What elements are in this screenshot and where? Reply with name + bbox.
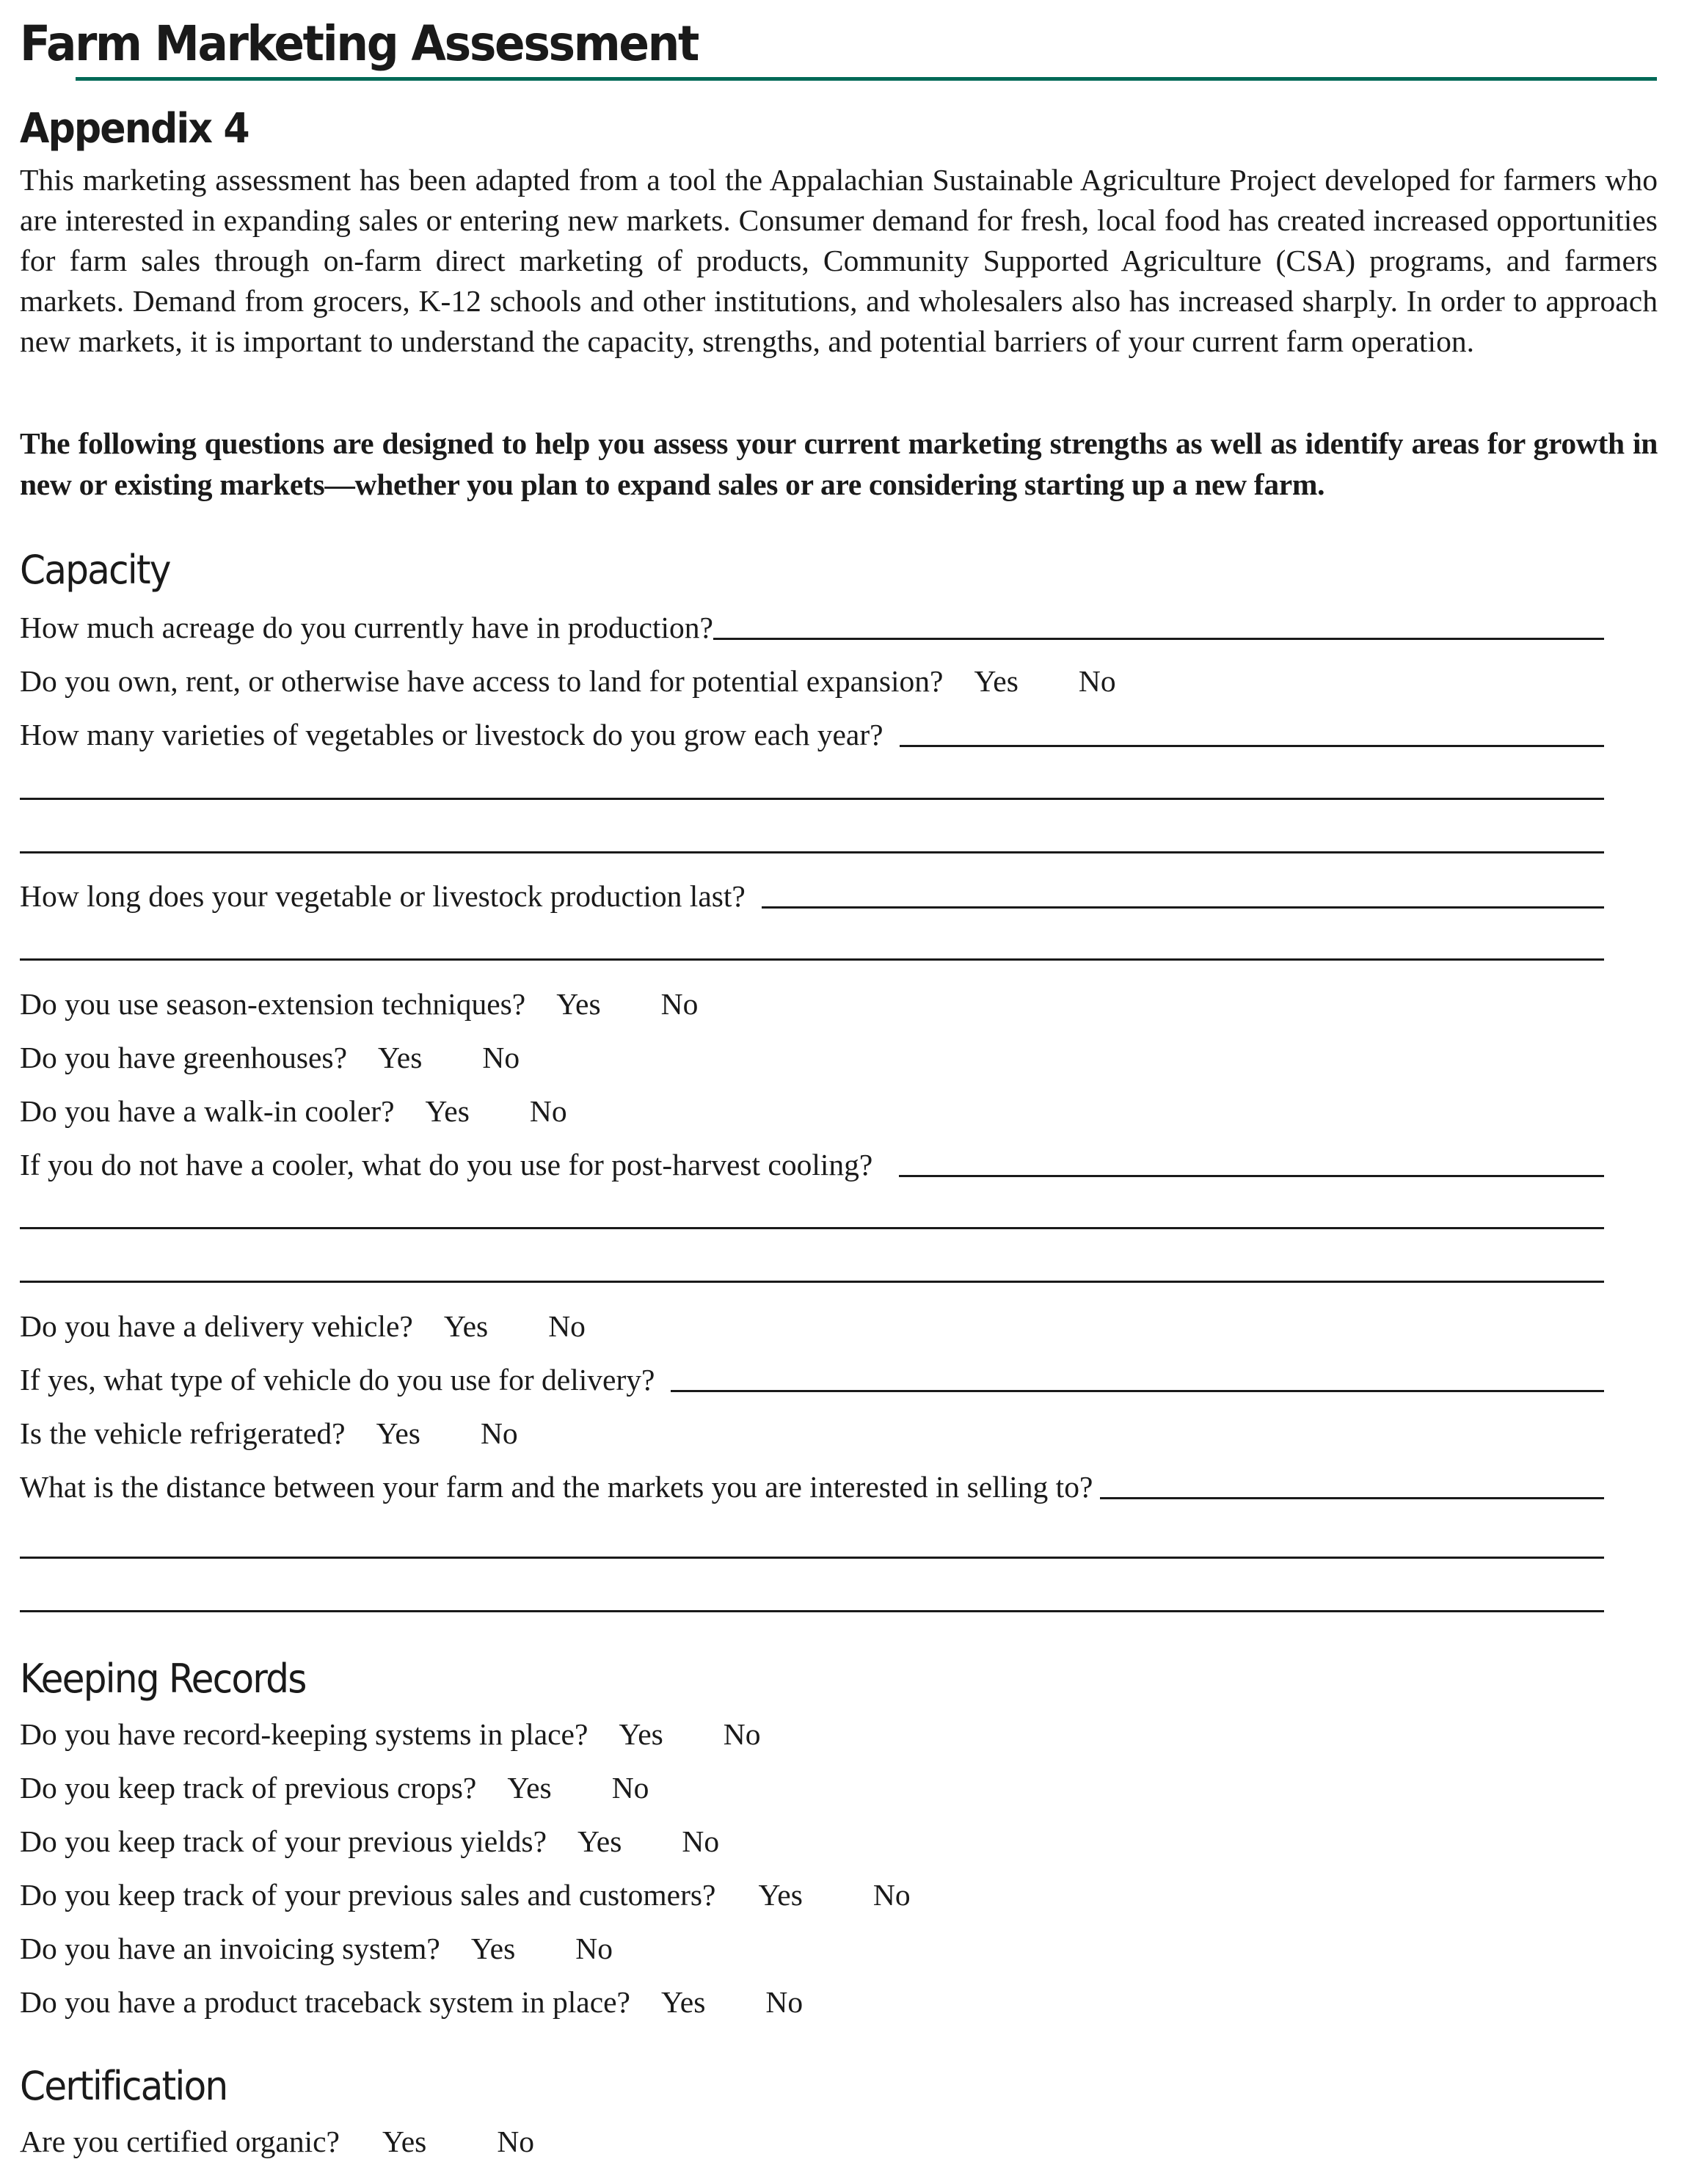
question-text: How long does your vegetable or livestock production last? — [20, 879, 746, 913]
question-text: If you do not have a cooler, what do you use for post-harvest cooling? — [20, 1148, 873, 1182]
question-text: If yes, what type of vehicle do you use for delivery? — [20, 1363, 655, 1397]
question-text: Is the vehicle refrigerated? — [20, 1416, 346, 1450]
option-no[interactable]: No — [872, 1878, 911, 1912]
answer-line[interactable] — [1100, 1497, 1604, 1499]
answer-line[interactable] — [713, 638, 1604, 640]
option-no[interactable]: No — [660, 987, 699, 1021]
question-vehicle-refrigerated — [20, 1408, 1604, 1452]
question-text: How many varieties of vegetables or livestock do you grow each year? — [20, 718, 883, 751]
answer-line[interactable] — [899, 1175, 1604, 1177]
question-season-extension — [20, 978, 1604, 1022]
answer-line[interactable] — [20, 1610, 1604, 1612]
title-rule — [76, 77, 1657, 81]
question-text: Do you keep track of your previous sales and customers? — [20, 1878, 716, 1912]
question-text: Do you keep track of previous crops? — [20, 1771, 477, 1805]
answer-line[interactable] — [671, 1390, 1604, 1392]
option-no[interactable]: No — [548, 1309, 586, 1343]
question-duration — [20, 870, 1604, 914]
answer-line[interactable] — [762, 906, 1604, 909]
question-text: What is the distance between your farm and the markets you are interested in selling to? — [20, 1470, 1093, 1504]
question-text: Do you have greenhouses? — [20, 1041, 347, 1074]
answer-line[interactable] — [20, 1227, 1604, 1229]
document-title: Farm Marketing Assessment — [20, 15, 699, 72]
option-no[interactable]: No — [723, 1717, 761, 1751]
option-yes[interactable]: Yes — [507, 1771, 552, 1805]
option-yes[interactable]: Yes — [619, 1717, 663, 1751]
answer-line[interactable] — [900, 745, 1604, 747]
question-walk-in-cooler — [20, 1085, 1604, 1129]
answer-line[interactable] — [20, 958, 1604, 961]
question-previous-crops — [20, 1762, 1604, 1806]
question-post-harvest-cooling — [20, 1139, 1604, 1183]
section-heading-keeping-records: Keeping Records — [20, 1656, 306, 1702]
question-text: Do you have an invoicing system? — [20, 1932, 440, 1965]
answer-line[interactable] — [20, 1557, 1604, 1559]
option-no[interactable]: No — [497, 2125, 535, 2158]
question-text: Do you own, rent, or otherwise have access to land for potential expansion? — [20, 664, 944, 698]
question-text: Are you certified organic? — [20, 2125, 340, 2158]
question-varieties — [20, 709, 1604, 753]
question-text: Do you have a walk-in cooler? — [20, 1094, 395, 1128]
question-text: Do you use season-extension techniques? — [20, 987, 526, 1021]
option-yes[interactable]: Yes — [577, 1824, 622, 1858]
question-market-distance — [20, 1461, 1604, 1505]
option-yes[interactable]: Yes — [974, 664, 1019, 698]
question-text: Do you have a product traceback system in place? — [20, 1985, 630, 2019]
intro-bold-paragraph: The following questions are designed to help you assess your current marketing strengths as well as identify areas for growth in new or existing markets—whether you plan to expand sales or are considering starting up a new farm. — [20, 426, 1658, 501]
question-traceback-system — [20, 1976, 1604, 2020]
question-text: Do you keep track of your previous yields? — [20, 1824, 547, 1858]
option-yes[interactable]: Yes — [376, 1416, 420, 1450]
question-land-access — [20, 655, 1604, 699]
question-previous-yields — [20, 1816, 1604, 1860]
option-no[interactable]: No — [482, 1041, 520, 1074]
section-heading-capacity: Capacity — [20, 547, 170, 593]
question-text: How much acreage do you currently have in production? — [20, 611, 713, 644]
appendix-heading: Appendix 4 — [20, 105, 249, 153]
option-no[interactable]: No — [682, 1824, 720, 1858]
question-certified-organic — [20, 2116, 1604, 2160]
option-yes[interactable]: Yes — [377, 1041, 423, 1074]
question-invoicing-system — [20, 1923, 1604, 1967]
section-heading-certification: Certification — [20, 2063, 227, 2109]
option-no[interactable]: No — [611, 1771, 649, 1805]
option-yes[interactable]: Yes — [382, 2125, 427, 2158]
option-yes[interactable]: Yes — [556, 987, 601, 1021]
option-yes[interactable]: Yes — [425, 1094, 470, 1128]
question-record-keeping-systems — [20, 1708, 1604, 1752]
answer-line[interactable] — [20, 851, 1604, 853]
question-delivery-vehicle — [20, 1300, 1604, 1344]
option-no[interactable]: No — [575, 1932, 613, 1965]
question-greenhouses — [20, 1032, 1604, 1076]
answer-line[interactable] — [20, 798, 1604, 800]
answer-line[interactable] — [20, 1281, 1604, 1283]
intro-paragraph: This marketing assessment has been adapted from a tool the Appalachian Sustainable Agriculture Project developed for farmers who are interested in expanding sales or entering new markets. Consumer demand for fresh, local food has created increased opportunities for farm sales through on-farm direct marketing of products, Community Supported Agriculture (CSA) programs, and farmers markets. Demand from grocers, K-12 schools and other institutions, and wholesalers also has increased sharply. In order to approach new markets, it is important to understand the capacity, strengths, and potential barriers of your current farm operation. — [20, 163, 1658, 358]
question-text: Do you have a delivery vehicle? — [20, 1309, 413, 1343]
question-vehicle-type — [20, 1354, 1604, 1398]
option-yes[interactable]: Yes — [758, 1878, 803, 1912]
option-yes[interactable]: Yes — [660, 1985, 706, 2019]
question-acreage — [20, 602, 1604, 646]
question-previous-sales-customers — [20, 1869, 1604, 1913]
option-yes[interactable]: Yes — [443, 1309, 489, 1343]
option-no[interactable]: No — [765, 1985, 804, 2019]
option-no[interactable]: No — [1078, 664, 1116, 698]
question-text: Do you have record-keeping systems in place? — [20, 1717, 589, 1751]
option-no[interactable]: No — [480, 1416, 518, 1450]
option-yes[interactable]: Yes — [470, 1932, 516, 1965]
option-no[interactable]: No — [529, 1094, 567, 1128]
